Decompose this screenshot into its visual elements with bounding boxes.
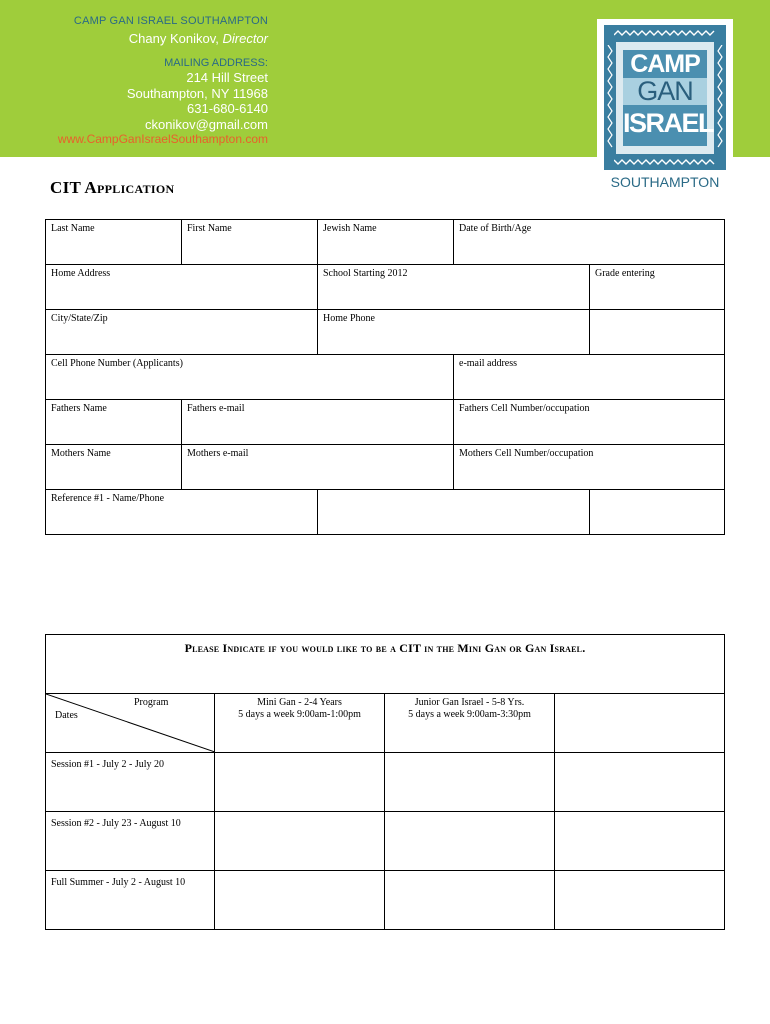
logo-subtitle: SOUTHAMPTON xyxy=(610,174,720,190)
home-address-field[interactable] xyxy=(46,265,318,310)
logo-panel xyxy=(623,50,714,146)
cell-phone-label: Cell Phone Number (Applicants) xyxy=(51,358,183,369)
mothers-name-label: Mothers Name xyxy=(51,448,111,459)
session-1-mini-gan-cell[interactable] xyxy=(215,753,385,812)
junior-gan-title: Junior Gan Israel - 5-8 Yrs. xyxy=(414,697,525,708)
blank-column-header xyxy=(555,694,724,753)
mini-gan-hours: 5 days a week 9:00am-1:00pm xyxy=(238,709,361,720)
reference1-extra-field[interactable] xyxy=(590,490,724,534)
reference1-label: Reference #1 - Name/Phone xyxy=(51,493,165,504)
address-street: 214 Hill Street xyxy=(186,70,268,85)
home-address-label: Home Address xyxy=(51,268,111,279)
mothers-cell-label: Mothers Cell Number/occupation xyxy=(459,448,594,459)
mothers-cell-field[interactable] xyxy=(454,445,724,490)
city-state-zip-field[interactable] xyxy=(46,310,318,355)
mini-gan-title: Mini Gan - 2-4 Years xyxy=(257,697,342,708)
full-summer-extra-cell[interactable] xyxy=(555,871,724,929)
city-state-zip-label: City/State/Zip xyxy=(51,313,108,324)
full-summer-row-label xyxy=(46,871,215,929)
cell-phone-field[interactable] xyxy=(46,355,454,400)
logo-right-zigzag xyxy=(717,45,723,149)
first-name-label: First Name xyxy=(187,223,232,234)
grade-entering-label: Grade entering xyxy=(595,268,655,279)
camp-logo xyxy=(597,19,733,197)
logo-bottom-zigzag xyxy=(614,158,716,166)
director-line xyxy=(129,31,268,46)
program-label: Program xyxy=(134,697,169,708)
mothers-email-label: Mothers e-mail xyxy=(187,448,249,459)
full-summer-junior-gan-cell[interactable] xyxy=(385,871,555,929)
full-summer-mini-gan-cell[interactable] xyxy=(215,871,385,929)
website-link[interactable]: www.CampGanIsraelSouthampton.com xyxy=(57,132,268,146)
director-name: Chany Konikov, xyxy=(128,31,219,46)
camp-name: CAMP GAN ISRAEL SOUTHAMPTON xyxy=(73,15,268,27)
logo-word-israel: ISRAEL xyxy=(623,108,714,138)
fathers-email-label: Fathers e-mail xyxy=(187,403,245,414)
program-instructions xyxy=(46,635,724,694)
fathers-name-label: Fathers Name xyxy=(51,403,107,414)
director-title: Director xyxy=(222,31,268,46)
reference1-field[interactable] xyxy=(46,490,318,534)
mailing-label: MAILING ADDRESS: xyxy=(164,57,268,69)
logo-word-gan: GAN xyxy=(623,78,707,105)
grade-entering-field[interactable] xyxy=(590,265,724,310)
junior-gan-column-header xyxy=(385,694,555,753)
logo-inner xyxy=(616,42,714,154)
logo-word-camp: CAMP xyxy=(630,50,700,78)
blank-field-r3[interactable] xyxy=(590,310,724,355)
jewish-name-label: Jewish Name xyxy=(323,223,377,234)
logo-top-zigzag xyxy=(614,29,716,37)
phone-number: 631-680-6140 xyxy=(187,101,268,116)
reference1-phone-field[interactable] xyxy=(318,490,590,534)
logo-left-zigzag xyxy=(607,45,613,149)
email-field[interactable] xyxy=(454,355,724,400)
program-dates-header xyxy=(46,694,215,753)
logo-frame xyxy=(604,25,726,170)
home-phone-field[interactable] xyxy=(318,310,590,355)
fathers-cell-label: Fathers Cell Number/occupation xyxy=(459,403,590,414)
session-2-mini-gan-cell[interactable] xyxy=(215,812,385,871)
dates-label: Dates xyxy=(55,710,78,721)
fathers-email-field[interactable] xyxy=(182,400,454,445)
session-1-junior-gan-cell[interactable] xyxy=(385,753,555,812)
session-2-row-label xyxy=(46,812,215,871)
fathers-cell-field[interactable] xyxy=(454,400,724,445)
session-1-label: Session #1 - July 2 - July 20 xyxy=(51,759,165,770)
session-2-extra-cell[interactable] xyxy=(555,812,724,871)
address-city: Southampton, NY 11968 xyxy=(126,86,268,101)
mini-gan-column-header xyxy=(215,694,385,753)
session-2-junior-gan-cell[interactable] xyxy=(385,812,555,871)
email-label: e-mail address xyxy=(459,358,518,369)
applicant-info-grid xyxy=(45,219,725,535)
home-phone-label: Home Phone xyxy=(323,313,375,324)
program-selection-table xyxy=(45,634,725,930)
session-1-extra-cell[interactable] xyxy=(555,753,724,812)
last-name-label: Last Name xyxy=(51,223,95,234)
fathers-name-field[interactable] xyxy=(46,400,182,445)
diagonal-divider xyxy=(46,694,215,753)
full-summer-label: Full Summer - July 2 - August 10 xyxy=(51,877,186,888)
mothers-name-field[interactable] xyxy=(46,445,182,490)
session-1-row-label xyxy=(46,753,215,812)
mothers-email-field[interactable] xyxy=(182,445,454,490)
school-starting-field[interactable] xyxy=(318,265,590,310)
jewish-name-field[interactable] xyxy=(318,220,454,265)
session-2-label: Session #2 - July 23 - August 10 xyxy=(51,818,181,829)
school-starting-label: School Starting 2012 xyxy=(323,268,408,279)
program-instructions-text: Please Indicate if you would like to be a CIT in the Mini Gan or Gan Israel. xyxy=(184,641,586,655)
last-name-field[interactable] xyxy=(46,220,182,265)
dob-age-label: Date of Birth/Age xyxy=(459,223,532,234)
dob-age-field[interactable] xyxy=(454,220,724,265)
form-title: CIT Application xyxy=(50,178,175,197)
email-address[interactable]: ckonikov@gmail.com xyxy=(144,117,268,132)
first-name-field[interactable] xyxy=(182,220,318,265)
junior-gan-hours: 5 days a week 9:00am-3:30pm xyxy=(408,709,531,720)
